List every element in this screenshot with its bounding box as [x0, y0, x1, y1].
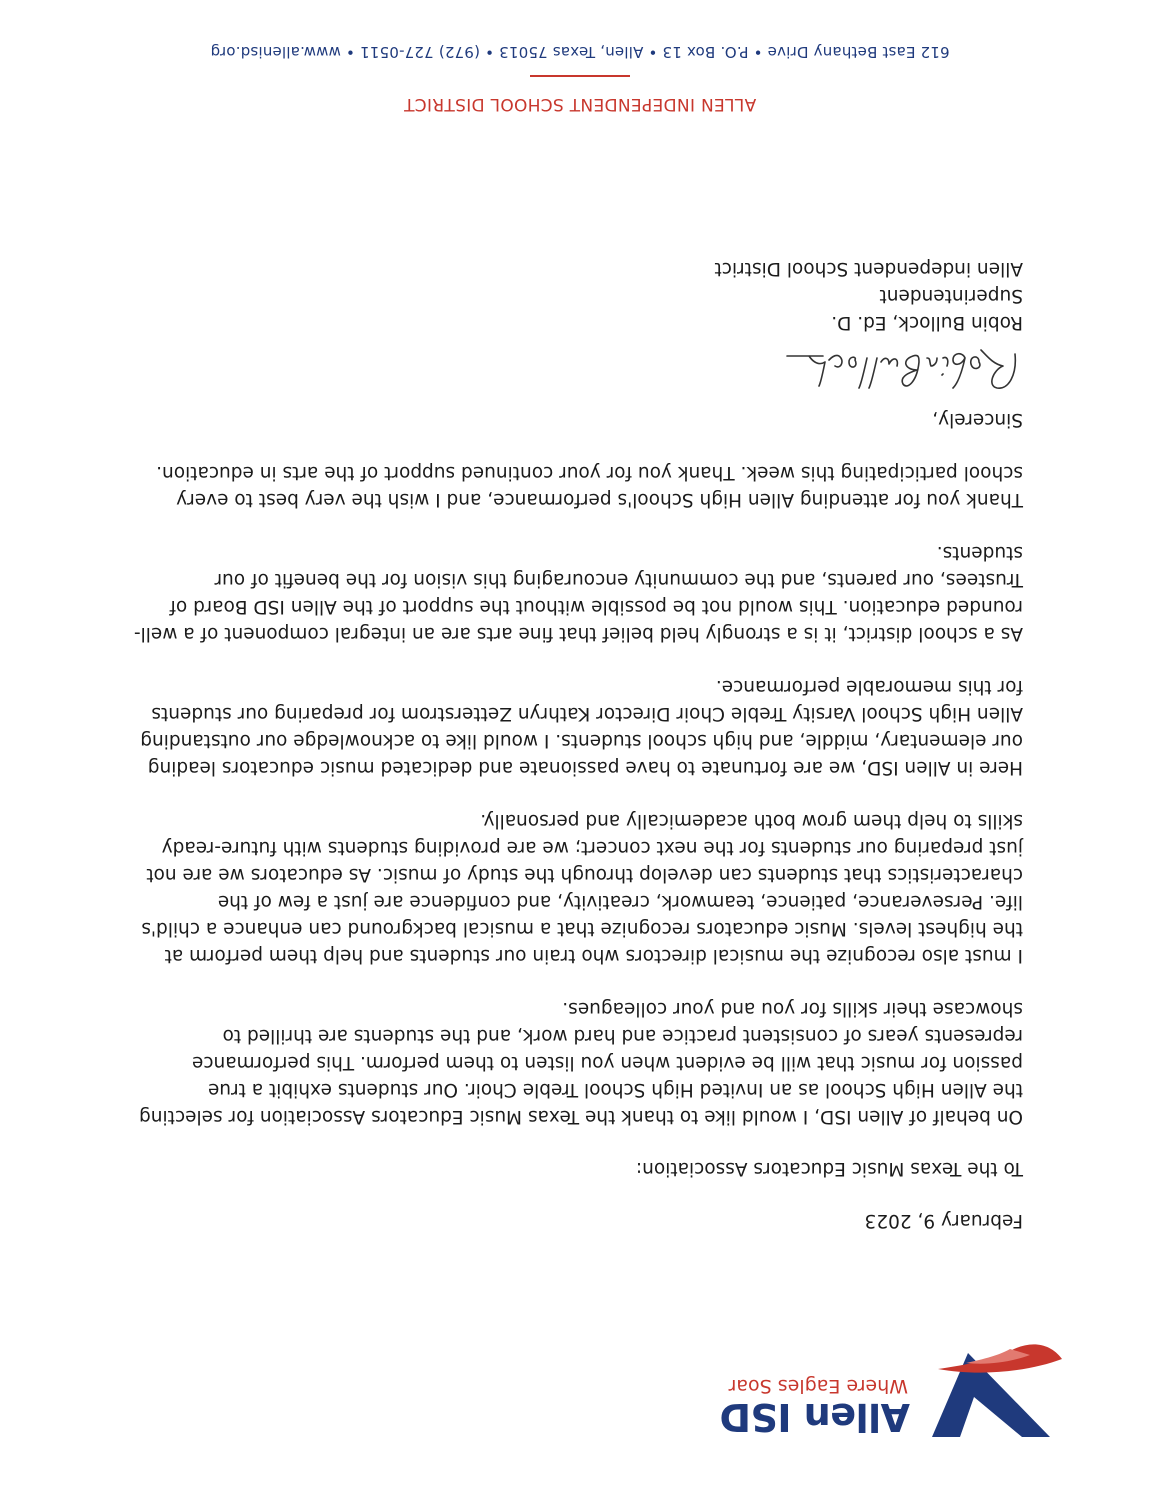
signature	[133, 336, 1023, 402]
signer-title: Superintendent	[879, 285, 1023, 306]
letter-body	[133, 255, 1023, 1234]
paragraph-2: I must also recognize the musical directors who train our students and help them perform at the highest levels. Music educators recognize that a musical background can enhance a child's life. Perseverance, patience, teamwork, creativity, and confidence are just a few of the characteristics that students can develop through the study of music. As educators we are not just preparing our students for the next concert; we are providing students with future-ready skills to help them grow both academically and personally.	[141, 810, 1023, 966]
letter-date: February 9, 2023	[864, 1210, 1023, 1231]
district-logo	[719, 1295, 1070, 1445]
logo-wordmark: Allen ISD	[719, 1395, 910, 1439]
footer-address: 612 East Bethany Drive • P.O. Box 13 • Allen, Texas 75013 • (972) 727-0511 • www.allenisd.org	[210, 43, 950, 61]
signer-name: Robin Bullock, Ed. D.	[831, 312, 1023, 333]
salutation: To the Texas Music Educators Association:	[635, 1158, 1023, 1179]
footer-divider	[530, 75, 630, 77]
paragraph-1: On behalf of Allen ISD, I would like to thank the Texas Music Educators Association for selecting the Allen High School as an Invited High School Treble Choir. Our students exhibit a true passion for music that will be evident when you listen to them perform. This performance represents years of consistent practice and hard work, and the students are thrilled to showcase their skills for you and your colleagues.	[139, 998, 1023, 1127]
paragraph-3: Here in Allen ISD, we are fortunate to have passionate and dedicated music educators leading our elementary, middle, and high school students. I would like to acknowledge our outstanding Allen High School Varsity Treble Choir Director Kathryn Zetterstrom for preparing our students for this memorable performance.	[140, 676, 1023, 778]
footer-district-name: ALLEN INDEPENDENT SCHOOL DISTRICT	[403, 94, 757, 114]
handwritten-signature-icon	[783, 336, 1023, 402]
signer-organization: Allen independent School District	[714, 258, 1023, 279]
eagle-a-logo-icon	[920, 1295, 1070, 1445]
closing: Sincerely,	[932, 409, 1023, 430]
paragraph-5: Thank you for attending Allen High School's performance, and I wish the very best to every school participating this week. Thank you for your continued support of the arts in education.	[156, 462, 1023, 510]
paragraph-4: As a school district, it is a strongly held belief that fine arts are an integral component of a well-rounded education. This would not be possible without the support of the Allen ISD Board of Trustees, our parents, and the community encouraging this vision for the benefit of our students.	[133, 542, 1023, 644]
logo-tagline: Where Eagles Soar	[728, 1375, 908, 1397]
